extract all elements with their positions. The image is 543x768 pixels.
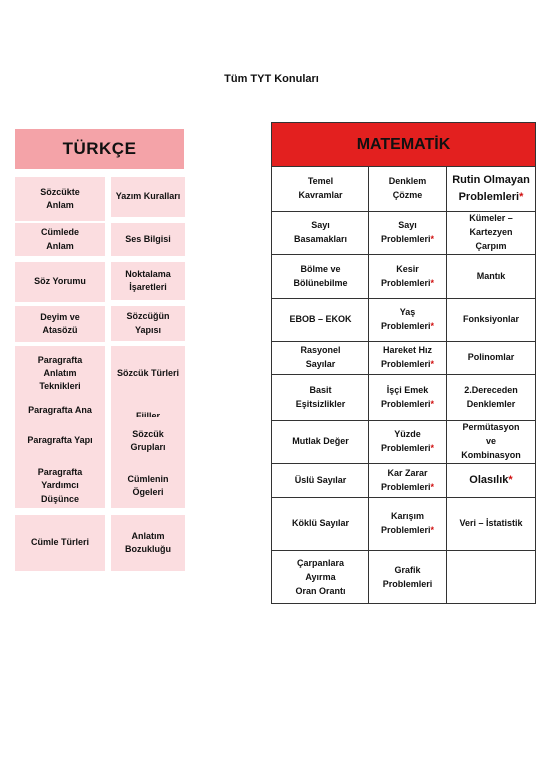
turkce-header: TÜRKÇE (15, 129, 184, 169)
topic-label: 2.Dereceden Denklemler (464, 384, 518, 409)
turkce-topic-cell: Paragrafta Anlatım Teknikleri (15, 346, 105, 401)
turkce-topic-cell: Yazım Kuralları (111, 177, 185, 217)
matematik-topic-cell (273, 255, 368, 298)
turkce-topic-cell: Paragrafta Ana (15, 398, 105, 436)
matematik-topic-cell (273, 551, 368, 605)
matematik-topic-cell (369, 375, 446, 420)
topic-label: Grafik Problemleri (382, 565, 433, 589)
matematik-topic-cell (273, 464, 368, 497)
matematik-topic-cell (447, 299, 535, 341)
matematik-topic-cell (447, 212, 535, 254)
turkce-topic-cell: Cümlede Anlam (15, 223, 105, 256)
matematik-topic-cell (369, 498, 446, 550)
matematik-topic-cell (273, 421, 368, 463)
star-marker: * (519, 191, 524, 203)
topic-label: Sayı Basamakları (293, 220, 348, 244)
topic-label: Temel Kavramlar (298, 176, 343, 200)
turkce-topic-cell: Sözcük Türleri (111, 346, 185, 401)
matematik-topic-cell (369, 212, 446, 254)
topic-label: Rasyonel Sayılar (300, 345, 341, 369)
matematik-topic-cell (447, 255, 535, 298)
topic-label: Yaş Problemleri* (380, 307, 435, 331)
topic-label: Rutin Olmayan Problemleri* (452, 173, 530, 203)
matematik-topic-cell (447, 342, 535, 374)
turkce-topic-cell: Sözcük Grupları (111, 417, 185, 465)
matematik-topic-cell (447, 551, 535, 605)
topic-label: Permütasyon ve Kombinasyon (461, 422, 521, 460)
matematik-topic-cell (273, 167, 368, 211)
matematik-topic-cell (369, 255, 446, 298)
turkce-topic-cell: Deyim ve Atasözü (15, 306, 105, 342)
matematik-header: MATEMATİK (272, 123, 535, 167)
topic-label: Sayı Problemleri* (380, 220, 435, 244)
matematik-topic-cell (369, 421, 446, 463)
matematik-topic-cell (273, 498, 368, 550)
star-marker: * (508, 473, 513, 486)
topic-label: Bölme ve Bölünebilme (293, 263, 348, 288)
topic-label: Kar Zarar Problemleri* (380, 467, 435, 492)
turkce-topic-cell: Noktalama İşaretleri (111, 262, 185, 300)
topic-label: Olasılık* (469, 473, 513, 486)
topic-label: Mantık (476, 270, 506, 281)
topic-label: Basit Eşitsizlikler (295, 384, 346, 409)
matematik-topic-cell (273, 375, 368, 420)
matematik-topic-cell (369, 464, 446, 497)
topic-label: Denklem Çözme (388, 176, 427, 200)
topic-label: Kümeler – Kartezyen Çarpım (469, 213, 513, 251)
star-marker: * (430, 443, 435, 453)
matematik-topic-cell (447, 421, 535, 463)
star-marker: * (430, 321, 435, 331)
turkce-topic-cell: Paragrafta Yardımcı Düşünce (15, 464, 105, 508)
topic-label: Karışım Problemleri* (380, 511, 435, 535)
turkce-topic-cell: Paragrafta Yapı (15, 417, 105, 465)
topic-label: Hareket Hız Problemleri* (380, 345, 435, 369)
turkce-topic-cell: Söz Yorumu (15, 262, 105, 302)
turkce-topic-cell: Ses Bilgisi (111, 223, 185, 256)
star-marker: * (430, 277, 435, 288)
topic-label: Köklü Sayılar (291, 518, 350, 529)
matematik-topic-cell (273, 299, 368, 341)
topic-label: Üslü Sayılar (294, 474, 347, 485)
turkce-topic-cell: Cümle Türleri (15, 515, 105, 571)
page-title: Tüm TYT Konuları (224, 73, 319, 85)
star-marker: * (430, 234, 435, 244)
topic-label: Fonksiyonlar (462, 314, 519, 325)
turkce-topic-cell: Sözcükte Anlam (15, 177, 105, 221)
star-marker: * (430, 359, 435, 369)
matematik-topic-cell (447, 498, 535, 550)
topic-label: EBOB – EKOK (289, 314, 352, 325)
matematik-topic-cell (369, 342, 446, 374)
matematik-topic-cell (369, 551, 446, 605)
matematik-topic-cell (447, 464, 535, 497)
matematik-topic-cell (369, 167, 446, 211)
matematik-topic-cell (273, 212, 368, 254)
matematik-topic-cell (447, 167, 535, 211)
turkce-topic-cell: Cümlenin Ögeleri (111, 464, 185, 508)
turkce-topic-cell: Anlatım Bozukluğu (111, 515, 185, 571)
topic-label: Çarpanlara Ayırma Oran Orantı (295, 558, 346, 596)
star-marker: * (430, 525, 435, 535)
matematik-topic-cell (273, 342, 368, 374)
matematik-topic-cell (447, 375, 535, 420)
matematik-table (271, 122, 536, 604)
topic-label: İşçi Emek Problemleri* (380, 384, 435, 409)
matematik-topic-cell (369, 299, 446, 341)
topic-label: Mutlak Değer (292, 436, 349, 447)
topic-label: Yüzde Problemleri* (380, 429, 435, 453)
turkce-topic-cell: Sözcüğün Yapısı (111, 306, 185, 341)
topic-label: Veri – İstatistik (459, 518, 523, 529)
topic-label: Polinomlar (467, 352, 515, 363)
star-marker: * (430, 481, 435, 492)
topic-label: Kesir Problemleri* (380, 263, 435, 288)
star-marker: * (430, 398, 435, 409)
